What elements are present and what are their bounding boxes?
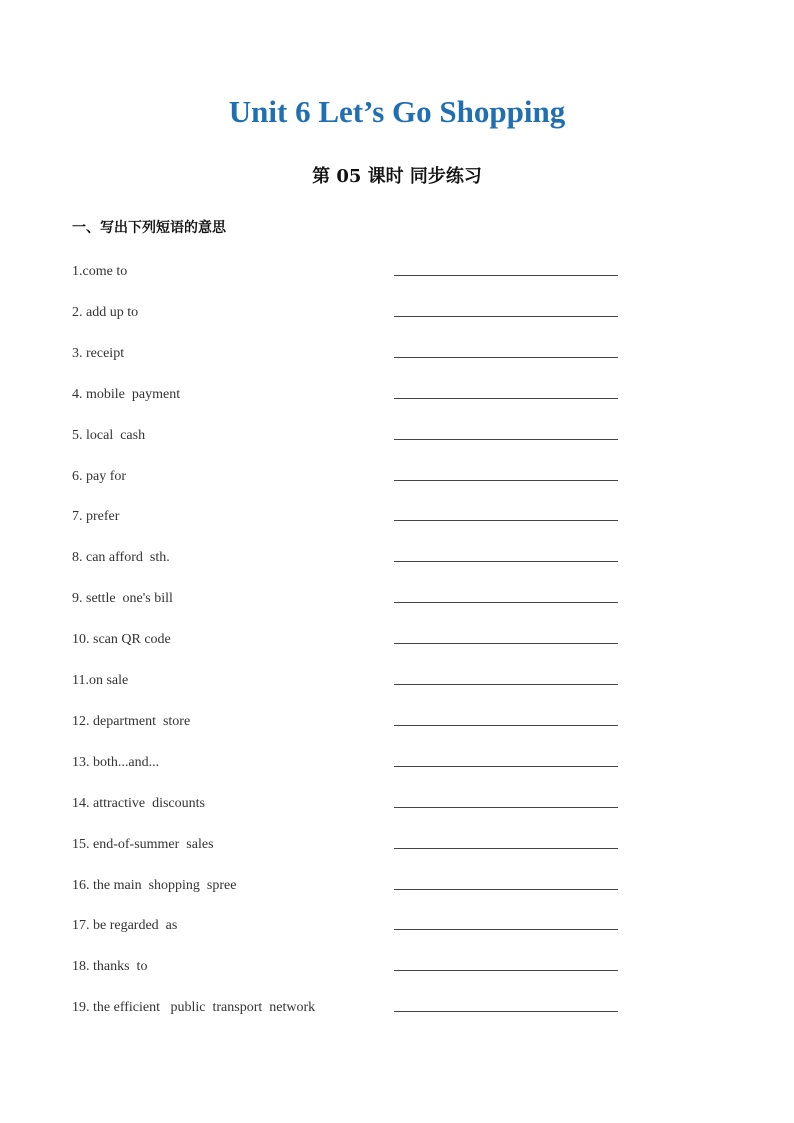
answer-blank[interactable]	[394, 1011, 618, 1012]
section-heading: 一、写出下列短语的意思	[72, 220, 226, 236]
phrase-text: 8. can afford sth.	[72, 550, 170, 565]
answer-blank[interactable]	[394, 357, 618, 358]
answer-blank[interactable]	[394, 889, 618, 890]
lesson-subtitle: 第 05 课时 同步练习	[312, 166, 482, 187]
answer-blank[interactable]	[394, 766, 618, 767]
phrase-row	[72, 914, 618, 938]
answer-blank[interactable]	[394, 848, 618, 849]
answer-blank[interactable]	[394, 602, 618, 603]
answer-blank[interactable]	[394, 439, 618, 440]
phrase-row	[72, 996, 618, 1020]
phrase-row	[72, 955, 618, 979]
phrase-row	[72, 301, 618, 325]
worksheet-title: Unit 6 Let’s Go Shopping	[228, 94, 566, 129]
phrase-text: 4. mobile payment	[72, 387, 181, 402]
answer-blank[interactable]	[394, 643, 618, 644]
phrase-row	[72, 587, 618, 611]
answer-blank[interactable]	[394, 398, 618, 399]
phrase-row	[72, 465, 618, 489]
phrase-text: 18. thanks to	[72, 959, 148, 974]
phrase-text: 3. receipt	[72, 346, 125, 361]
phrase-row	[72, 546, 618, 570]
phrase-text: 16. the main shopping spree	[72, 878, 237, 893]
phrase-text: 6. pay for	[72, 469, 127, 484]
phrase-text: 1.come to	[72, 264, 128, 279]
answer-blank[interactable]	[394, 684, 618, 685]
phrase-text: 2. add up to	[72, 305, 139, 320]
phrase-row	[72, 669, 618, 693]
phrase-text: 7. prefer	[72, 509, 120, 524]
phrase-row	[72, 874, 618, 898]
answer-blank[interactable]	[394, 561, 618, 562]
answer-blank[interactable]	[394, 316, 618, 317]
phrase-row	[72, 833, 618, 857]
answer-blank[interactable]	[394, 929, 618, 930]
answer-blank[interactable]	[394, 275, 618, 276]
phrase-text: 17. be regarded as	[72, 918, 178, 933]
phrase-row	[72, 424, 618, 448]
phrase-row	[72, 628, 618, 652]
phrase-row	[72, 260, 618, 284]
phrase-text: 12. department store	[72, 714, 191, 729]
answer-blank[interactable]	[394, 725, 618, 726]
phrase-row	[72, 505, 618, 529]
phrase-row	[72, 342, 618, 366]
phrase-text: 5. local cash	[72, 428, 146, 443]
answer-blank[interactable]	[394, 520, 618, 521]
phrase-text: 14. attractive discounts	[72, 796, 205, 811]
phrase-text: 15. end-of-summer sales	[72, 837, 214, 852]
answer-blank[interactable]	[394, 807, 618, 808]
phrase-row	[72, 710, 618, 734]
phrase-row	[72, 751, 618, 775]
answer-blank[interactable]	[394, 970, 618, 971]
phrase-row	[72, 792, 618, 816]
phrase-text: 9. settle one's bill	[72, 591, 173, 606]
phrase-text: 13. both...and...	[72, 755, 160, 770]
phrase-text: 19. the efficient public transport network	[72, 1000, 316, 1015]
phrase-row	[72, 383, 618, 407]
answer-blank[interactable]	[394, 480, 618, 481]
phrase-text: 11.on sale	[72, 673, 129, 688]
phrase-text: 10. scan QR code	[72, 632, 171, 647]
